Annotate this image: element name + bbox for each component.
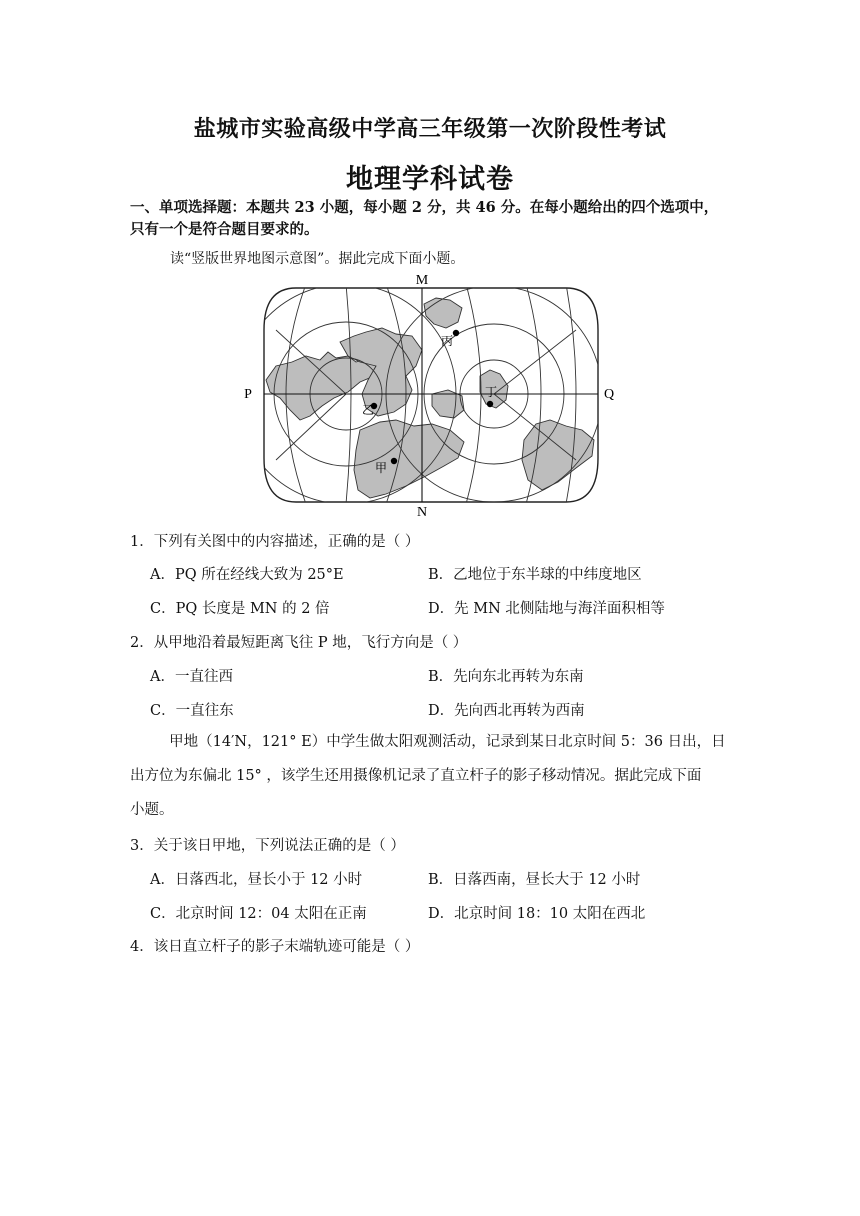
question-1-option-c[interactable]: C．PQ 长度是 MN 的 2 倍: [150, 601, 330, 617]
question-3-option-c[interactable]: C．北京时间 12：04 太阳在正南: [150, 906, 367, 922]
question-4-stem: 4．该日直立杆子的影子末端轨迹可能是（ ）: [130, 939, 420, 955]
question-2-option-b[interactable]: B．先向东北再转为东南: [428, 669, 584, 685]
point-jia: [391, 458, 397, 464]
question-3-option-d[interactable]: D．北京时间 18：10 太阳在西北: [428, 906, 646, 922]
section-heading-line1: 一、单项选择题：本题共 23 小题，每小题 2 分，共 46 分。在每小题给出的四个选项中，: [130, 199, 719, 216]
section-heading-line2: 只有一个是符合题目要求的。: [130, 221, 319, 238]
label-p: P: [244, 387, 252, 402]
label-bing: 丙: [441, 334, 454, 348]
group1-intro: 读“竖版世界地图示意图”。据此完成下面小题。: [170, 251, 465, 267]
question-3-stem: 3．关于该日甲地，下列说法正确的是（ ）: [130, 838, 405, 854]
question-2-option-a[interactable]: A．一直往西: [150, 669, 233, 685]
label-m: M: [415, 273, 429, 288]
question-2-option-c[interactable]: C．一直往东: [150, 703, 234, 719]
label-q: Q: [603, 387, 615, 402]
school-exam-title: 盐城市实验高级中学高三年级第一次阶段性考试: [193, 116, 667, 142]
point-bing: [453, 330, 459, 336]
vertical-world-map: [236, 270, 626, 518]
group2-intro-line3: 小题。: [130, 802, 174, 818]
question-3-option-a[interactable]: A．日落西北，昼长小于 12 小时: [150, 872, 363, 888]
question-1-option-b[interactable]: B．乙地位于东半球的中纬度地区: [428, 567, 642, 583]
section-heading: [130, 197, 730, 241]
world-map-figure: [236, 270, 626, 518]
question-1-option-d[interactable]: D．先 MN 北侧陆地与海洋面积相等: [428, 601, 665, 617]
group2-intro: [130, 725, 730, 827]
label-ding: 丁: [485, 385, 498, 399]
question-2-option-d[interactable]: D．先向西北再转为西南: [428, 703, 585, 719]
question-1-option-a[interactable]: A．PQ 所在经线大致为 25°E: [150, 567, 344, 583]
point-ding: [487, 401, 493, 407]
group2-intro-line2: 出方位为东偏北 15° ，该学生还用摄像机记录了直立杆子的影子移动情况。据此完成下面: [130, 768, 702, 784]
question-3-option-b[interactable]: B．日落西南，昼长大于 12 小时: [428, 872, 641, 888]
group2-intro-line1: 甲地（14′N，121° E）中学生做太阳观测活动，记录到某日北京时间 5：36 日出，日: [169, 734, 726, 750]
label-n: N: [416, 505, 428, 518]
question-2-stem: 2．从甲地沿着最短距离飞往 P 地，飞行方向是（ ）: [130, 635, 468, 651]
question-1-stem: 1．下列有关图中的内容描述，正确的是（ ）: [130, 534, 420, 550]
subject-title: 地理学科试卷: [346, 164, 514, 195]
label-jia: 甲: [375, 461, 388, 475]
label-yi: 乙: [362, 403, 375, 417]
